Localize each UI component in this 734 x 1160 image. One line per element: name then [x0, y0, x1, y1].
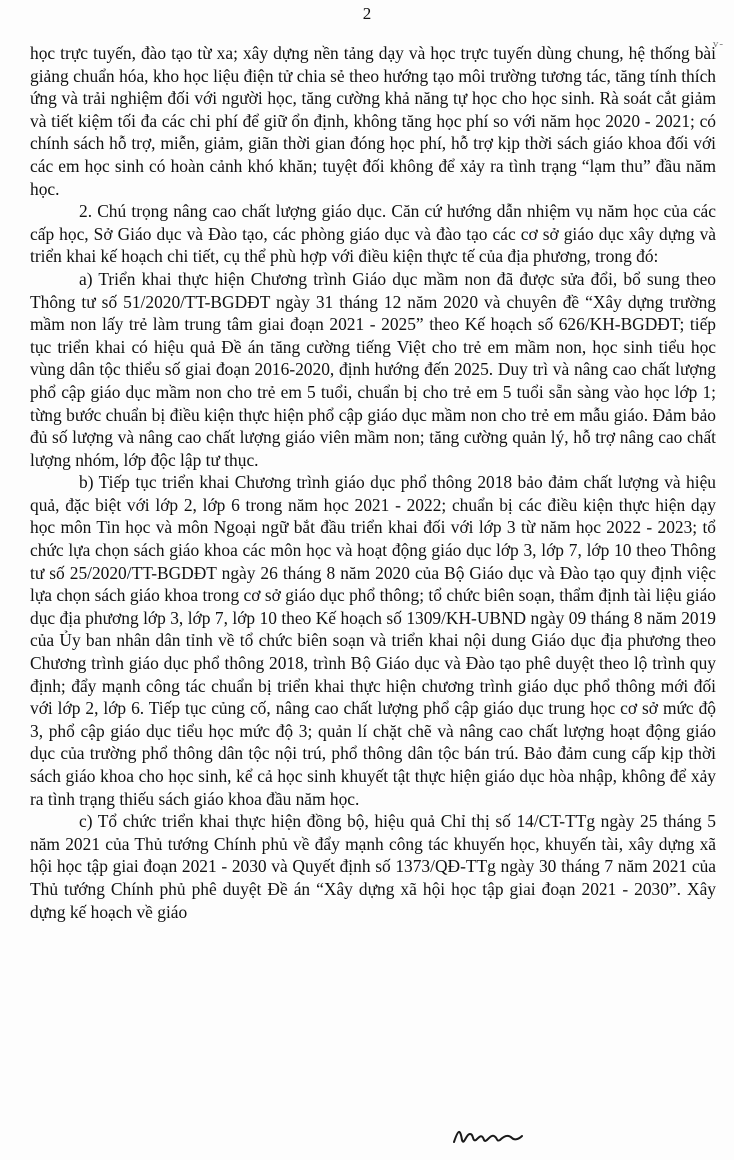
paragraph-item-b: b) Tiếp tục triển khai Chương trình giáo dục phổ thông 2018 bảo đảm chất lượng và hiệu quả, đặc biệt với lớp 2, lớp 6 trong năm học 2021 - 2022; chuẩn bị các điều kiện thực hiện dạy học môn Tin học và môn Ngoại ngữ bắt đầu triển khai đối với lớp 3 từ năm học 2022 - 2023; tổ chức lựa chọn sách giáo khoa các môn học và hoạt động giáo dục lớp 3, lớp 7, lớp 10 theo Thông tư số 25/2020/TT-BGDĐT ngày 26 tháng 8 năm 2020 của Bộ Giáo dục và Đào tạo quy định việc lựa chọn sách giáo khoa trong cơ sở giáo dục phổ thông; tổ chức biên soạn, thẩm định tài liệu giáo dục địa phương lớp 3, lớp 7, lớp 10 theo Kế hoạch số 1309/KH-UBND ngày 09 tháng 8 năm 2019 của Ủy ban nhân dân tỉnh về tổ chức biên soạn và triển khai nội dung Giáo dục địa phương theo Chương trình giáo dục phổ thông 2018, trình Bộ Giáo dục và Đào tạo phê duyệt theo lộ trình quy định; đẩy mạnh công tác chuẩn bị triển khai thực hiện chương trình giáo dục phổ thông mới đối với lớp 2, lớp 6. Tiếp tục củng cố, nâng cao chất lượng phổ cập giáo dục trung học cơ sở mức độ 3, phổ cập giáo dục tiểu học mức độ 3; quản lí chặt chẽ và nâng cao chất lượng hoạt động giáo dục của trường phổ thông dân tộc nội trú, phổ thông dân tộc bán trú. Bảo đảm cung cấp kịp thời sách giáo khoa cho học sinh, kể cả học sinh khuyết tật thực hiện giáo dục hòa nhập, không để xảy ra tình trạng thiếu sách giáo khoa đầu năm học. — [30, 472, 716, 809]
paragraph-item-a: a) Triển khai thực hiện Chương trình Giáo dục mầm non đã được sửa đổi, bổ sung theo Thông tư số 51/2020/TT-BGDĐT ngày 31 tháng 12 năm 2020 và chuyên đề “Xây dựng trường mầm non lấy trẻ làm trung tâm giai đoạn 2021 - 2025” theo Kế hoạch số 626/KH-BGDĐT; tiếp tục triển khai có hiệu quả Đề án tăng cường tiếng Việt cho trẻ em mầm non, học sinh tiểu học vùng dân tộc thiểu số giai đoạn 2016-2020, định hướng đến 2025. Duy trì và nâng cao chất lượng phổ cập giáo dục mầm non cho trẻ em 5 tuổi, chuẩn bị cho trẻ em 5 tuổi sẵn sàng vào học lớp 1; từng bước chuẩn bị điều kiện thực hiện phổ cập giáo dục mầm non cho trẻ em mẫu giáo. Đảm bảo đủ số lượng và nâng cao chất lượng giáo viên mầm non; tăng cường quản lý, hỗ trợ nâng cao chất lượng nhóm, lớp độc lập tư thục. — [30, 268, 716, 470]
paragraph-item-c: c) Tổ chức triển khai thực hiện đồng bộ, hiệu quả Chỉ thị số 14/CT-TTg ngày 25 tháng 5 năm 2021 của Thủ tướng Chính phủ về đẩy mạnh công tác khuyến học, khuyến tài, xây dựng xã hội học tập giai đoạn 2021 - 2030 và Quyết định số 1373/QĐ-TTg ngày 30 tháng 7 năm 2021 của Thủ tướng Chính phủ phê duyệt Đề án “Xây dựng xã hội học tập giai đoạn 2021 - 2030”. Xây dựng kế hoạch về giáo — [30, 811, 716, 922]
handwritten-initials-icon — [450, 1120, 530, 1150]
document-body — [30, 42, 716, 923]
page-number: 2 — [362, 4, 372, 23]
corner-mark: v- — [712, 38, 724, 50]
paragraph-continuation: học trực tuyến, đào tạo từ xa; xây dựng nền tảng dạy và học trực tuyến dùng chung, hệ thống bài giảng chuẩn hóa, kho học liệu điện tử chia sẻ theo hướng tạo môi trường tương tác, tăng tính thích ứng và trải nghiệm đối với người học, tăng cường khả năng tự học cho học sinh. Rà soát cắt giảm và tiết kiệm tối đa các chi phí để giữ ổn định, không tăng học phí so với năm học 2020 - 2021; có chính sách hỗ trợ, miễn, giảm, giãn thời gian đóng học phí, hỗ trợ kịp thời sách giáo khoa đối với các em học sinh có hoàn cảnh khó khăn; tuyệt đối không để xảy ra tình trạng “lạm thu” đầu năm học. — [30, 43, 716, 199]
paragraph-section-2: 2. Chú trọng nâng cao chất lượng giáo dục. Căn cứ hướng dẫn nhiệm vụ năm học của các cấp học, Sở Giáo dục và Đào tạo, các phòng giáo dục và đào tạo các cơ sở giáo dục xây dựng và triển khai kế hoạch chi tiết, cụ thể phù hợp với điều kiện thực tế của địa phương, trong đó: — [30, 201, 716, 267]
